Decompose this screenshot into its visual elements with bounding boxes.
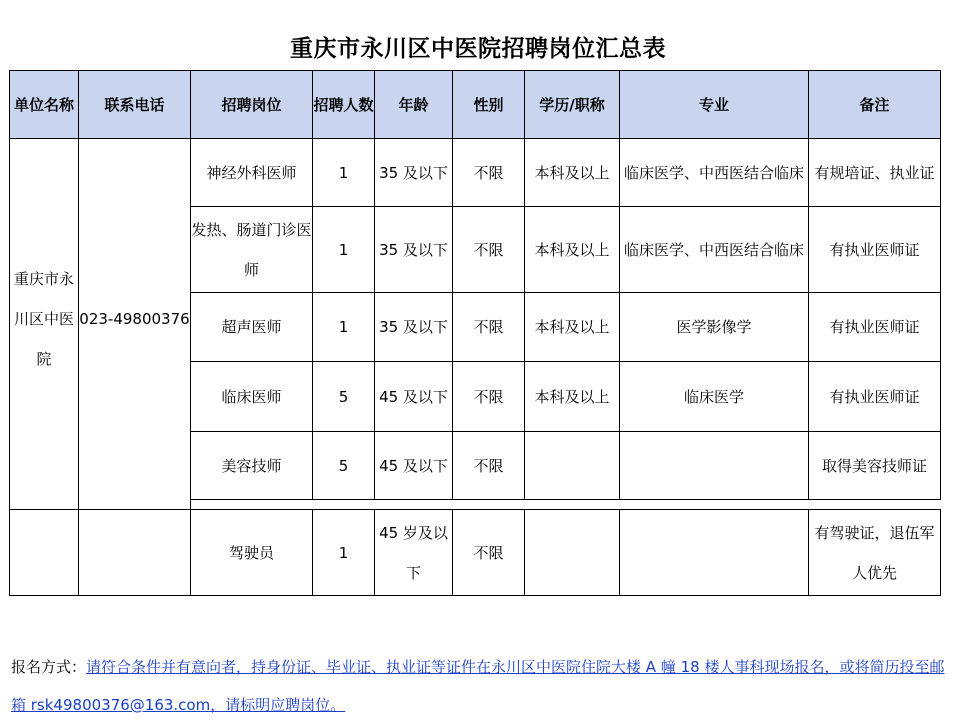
education-cell: 本科及以上 xyxy=(525,293,620,362)
gender-cell: 不限 xyxy=(453,293,525,362)
gender-cell: 不限 xyxy=(453,362,525,432)
count-cell: 1 xyxy=(313,510,375,596)
major-cell xyxy=(620,432,809,500)
major-cell xyxy=(620,510,809,596)
age-cell: 45 岁及以下 xyxy=(375,510,453,596)
gender-cell: 不限 xyxy=(453,432,525,500)
page-title: 重庆市永川区中医院招聘岗位汇总表 xyxy=(290,36,666,62)
major-cell: 临床医学、中西医结合临床 xyxy=(620,139,809,207)
header-major: 专业 xyxy=(620,71,809,139)
unit-name-cell-empty xyxy=(10,510,79,596)
note-cell: 有执业医师证 xyxy=(809,362,941,432)
header-education: 学历/职称 xyxy=(525,71,620,139)
education-cell: 本科及以上 xyxy=(525,207,620,293)
footer-registration xyxy=(11,648,946,724)
header-phone: 联系电话 xyxy=(79,71,191,139)
header-age: 年龄 xyxy=(375,71,453,139)
count-cell: 5 xyxy=(313,432,375,500)
table-row xyxy=(10,510,941,596)
count-cell: 5 xyxy=(313,362,375,432)
header-gender: 性别 xyxy=(453,71,525,139)
position-cell: 驾驶员 xyxy=(191,510,313,596)
position-cell: 神经外科医师 xyxy=(191,139,313,207)
gender-cell: 不限 xyxy=(453,510,525,596)
position-cell: 临床医师 xyxy=(191,362,313,432)
gap-cell xyxy=(79,500,191,510)
count-cell: 1 xyxy=(313,207,375,293)
header-row xyxy=(10,71,941,139)
table-row xyxy=(10,139,941,207)
count-cell: 1 xyxy=(313,139,375,207)
note-cell: 有规培证、执业证 xyxy=(809,139,941,207)
note-cell: 取得美容技师证 xyxy=(809,432,941,500)
gap-cell xyxy=(10,500,79,510)
note-cell: 有执业医师证 xyxy=(809,293,941,362)
header-note: 备注 xyxy=(809,71,941,139)
major-cell: 临床医学、中西医结合临床 xyxy=(620,207,809,293)
header-count: 招聘人数 xyxy=(313,71,375,139)
major-cell: 临床医学 xyxy=(620,362,809,432)
registration-link[interactable]: 请符合条件并有意向者，持身份证、毕业证、执业证等证件在永川区中医院住院大楼 A 幢 18 楼人事科现场报名，或将简历投至邮箱 rsk49800376@163.com，请标明应聘岗位。 xyxy=(11,658,945,714)
age-cell: 45 及以下 xyxy=(375,362,453,432)
gender-cell: 不限 xyxy=(453,207,525,293)
phone-cell-empty xyxy=(79,510,191,596)
education-cell xyxy=(525,432,620,500)
education-cell: 本科及以上 xyxy=(525,139,620,207)
footer-label: 报名方式： xyxy=(11,658,87,676)
position-cell: 超声医师 xyxy=(191,293,313,362)
header-unit: 单位名称 xyxy=(10,71,79,139)
education-cell xyxy=(525,510,620,596)
phone-cell: 023-49800376 xyxy=(79,139,191,500)
position-cell: 发热、肠道门诊医师 xyxy=(191,207,313,293)
age-cell: 45 及以下 xyxy=(375,432,453,500)
age-cell: 35 及以下 xyxy=(375,139,453,207)
education-cell: 本科及以上 xyxy=(525,362,620,432)
header-position: 招聘岗位 xyxy=(191,71,313,139)
table-gap xyxy=(10,500,941,510)
recruitment-table xyxy=(9,70,941,596)
note-cell: 有执业医师证 xyxy=(809,207,941,293)
unit-name-cell: 重庆市永川区中医院 xyxy=(10,139,79,500)
count-cell: 1 xyxy=(313,293,375,362)
major-cell: 医学影像学 xyxy=(620,293,809,362)
age-cell: 35 及以下 xyxy=(375,293,453,362)
position-cell: 美容技师 xyxy=(191,432,313,500)
note-cell: 有驾驶证，退伍军人优先 xyxy=(809,510,941,596)
gap-cell xyxy=(191,500,941,510)
gender-cell: 不限 xyxy=(453,139,525,207)
age-cell: 35 及以下 xyxy=(375,207,453,293)
